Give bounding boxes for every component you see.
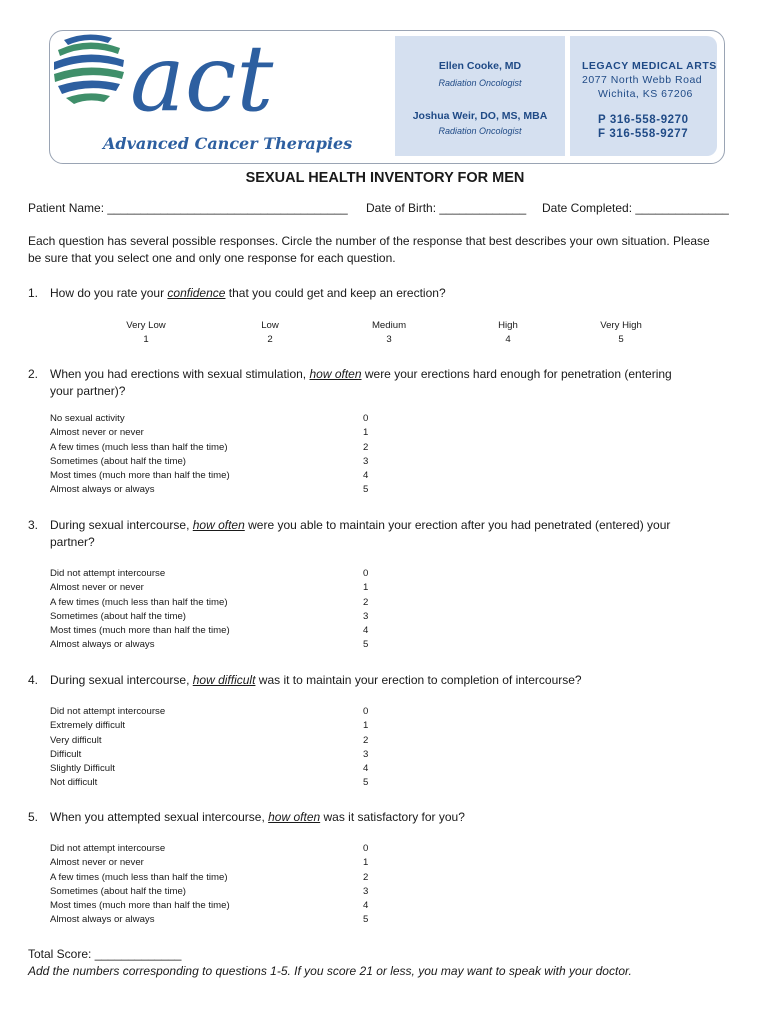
office-fax: F 316-558-9277 <box>598 128 689 140</box>
option-row[interactable]: Not difficult 5 <box>50 777 369 789</box>
office-name: LEGACY MEDICAL ARTS <box>582 60 717 72</box>
instructions: Each question has several possible responses. Circle the number of the response that best describes your own situation. Please <box>28 234 710 248</box>
scale-value[interactable]: 3 <box>386 334 392 345</box>
question-emphasis: how often <box>192 518 245 532</box>
option-row[interactable]: Sometimes (about half the time) 3 <box>50 455 369 467</box>
option-row[interactable]: Slightly Difficult 4 <box>50 763 369 775</box>
option-row[interactable]: A few times (much less than half the time) 2 <box>50 596 369 608</box>
scale-value[interactable]: 5 <box>618 334 624 345</box>
option-row[interactable]: Did not attempt intercourse 0 <box>50 706 369 717</box>
office-street: 2077 North Webb Road <box>582 74 703 86</box>
act-logo-graphic <box>50 10 335 140</box>
doctor-title: Radiation Oncologist <box>438 126 522 136</box>
question-emphasis: how often <box>268 810 321 824</box>
option-row[interactable]: Did not attempt intercourse 0 <box>50 568 369 579</box>
logo-tagline: Advanced Cancer Therapies <box>103 134 353 153</box>
question-4: During sexual intercourse, how difficult was it to maintain your erection to completion of intercourse? <box>50 673 582 687</box>
scale-label: Very High <box>600 320 642 331</box>
question-5-options <box>50 842 380 928</box>
scale-label: Medium <box>371 320 407 331</box>
question-number: 5. <box>28 810 39 824</box>
question-number: 3. <box>28 518 39 532</box>
option-row[interactable]: Almost always or always 5 <box>50 914 369 926</box>
doctor-title: Radiation Oncologist <box>438 78 522 88</box>
date-completed-field[interactable]: Date Completed: ______________ <box>542 201 729 215</box>
instructions-cont: be sure that you select one and only one response for each question. <box>28 251 396 265</box>
office-panel <box>570 36 717 156</box>
question-2-options <box>50 412 380 498</box>
option-row[interactable]: Very difficult 2 <box>50 734 369 746</box>
question-number: 2. <box>28 367 39 381</box>
scale-value[interactable]: 2 <box>267 334 273 345</box>
doctors-panel <box>395 36 565 156</box>
scale-label: Very Low <box>126 320 166 331</box>
question-emphasis: confidence <box>167 286 226 300</box>
patient-name-field[interactable]: Patient Name: ____________________________________ <box>28 201 348 215</box>
option-row[interactable]: A few times (much less than half the time) 2 <box>50 871 369 883</box>
option-row[interactable]: Most times (much more than half the time) 4 <box>50 900 369 912</box>
scale-value[interactable]: 1 <box>143 334 149 345</box>
date-of-birth-field[interactable]: Date of Birth: _____________ <box>366 201 527 215</box>
question-5: When you attempted sexual intercourse, how often was it satisfactory for you? <box>50 810 465 824</box>
option-row[interactable]: Did not attempt intercourse 0 <box>50 843 369 854</box>
question-number: 4. <box>28 673 39 687</box>
svg-text:act: act <box>130 25 274 132</box>
office-phone: P 316-558-9270 <box>598 114 689 126</box>
scale-value[interactable]: 4 <box>505 334 511 345</box>
option-row[interactable]: No sexual activity 0 <box>50 413 369 424</box>
total-score-field[interactable]: Total Score: _____________ <box>28 947 182 961</box>
option-row[interactable]: Most times (much more than half the time) 4 <box>50 625 369 637</box>
option-row[interactable]: Almost never or never 1 <box>50 582 369 594</box>
scale-label: High <box>498 320 518 331</box>
doctor-name: Joshua Weir, DO, MS, MBA <box>412 110 548 122</box>
option-row[interactable]: Almost always or always 5 <box>50 484 369 496</box>
question-emphasis: how difficult <box>192 673 256 687</box>
option-row[interactable]: Almost always or always 5 <box>50 639 369 651</box>
option-row[interactable]: Sometimes (about half the time) 3 <box>50 885 369 897</box>
form-title: SEXUAL HEALTH INVENTORY FOR MEN <box>245 170 525 186</box>
question-4-options <box>50 705 380 791</box>
option-row[interactable]: Extremely difficult 1 <box>50 720 369 732</box>
question-number: 1. <box>28 286 39 300</box>
question-2: When you had erections with sexual stimulation, how often were your erections hard enough for penetration (entering your partner)? <box>50 367 672 398</box>
option-row[interactable]: Almost never or never 1 <box>50 857 369 869</box>
question-1: How do you rate your confidence that you could get and keep an erection? <box>50 286 446 300</box>
option-row[interactable]: Most times (much more than half the time) 4 <box>50 470 369 482</box>
question-3-options <box>50 567 380 653</box>
question-emphasis: how often <box>309 367 362 381</box>
footer-note: Add the numbers corresponding to questions 1-5. If you score 21 or less, you may want to speak with your doctor. <box>28 964 632 978</box>
option-row[interactable]: Sometimes (about half the time) 3 <box>50 610 369 622</box>
doctor-name: Ellen Cooke, MD <box>438 60 522 72</box>
option-row[interactable]: Difficult 3 <box>50 748 369 760</box>
office-city: Wichita, KS 67206 <box>598 88 693 100</box>
question-3: During sexual intercourse, how often were you able to maintain your erection after you had penetrated (entered) your partner? <box>50 518 671 549</box>
scale-label: Low <box>261 320 279 331</box>
option-row[interactable]: A few times (much less than half the time) 2 <box>50 441 369 453</box>
option-row[interactable]: Almost never or never 1 <box>50 427 369 439</box>
